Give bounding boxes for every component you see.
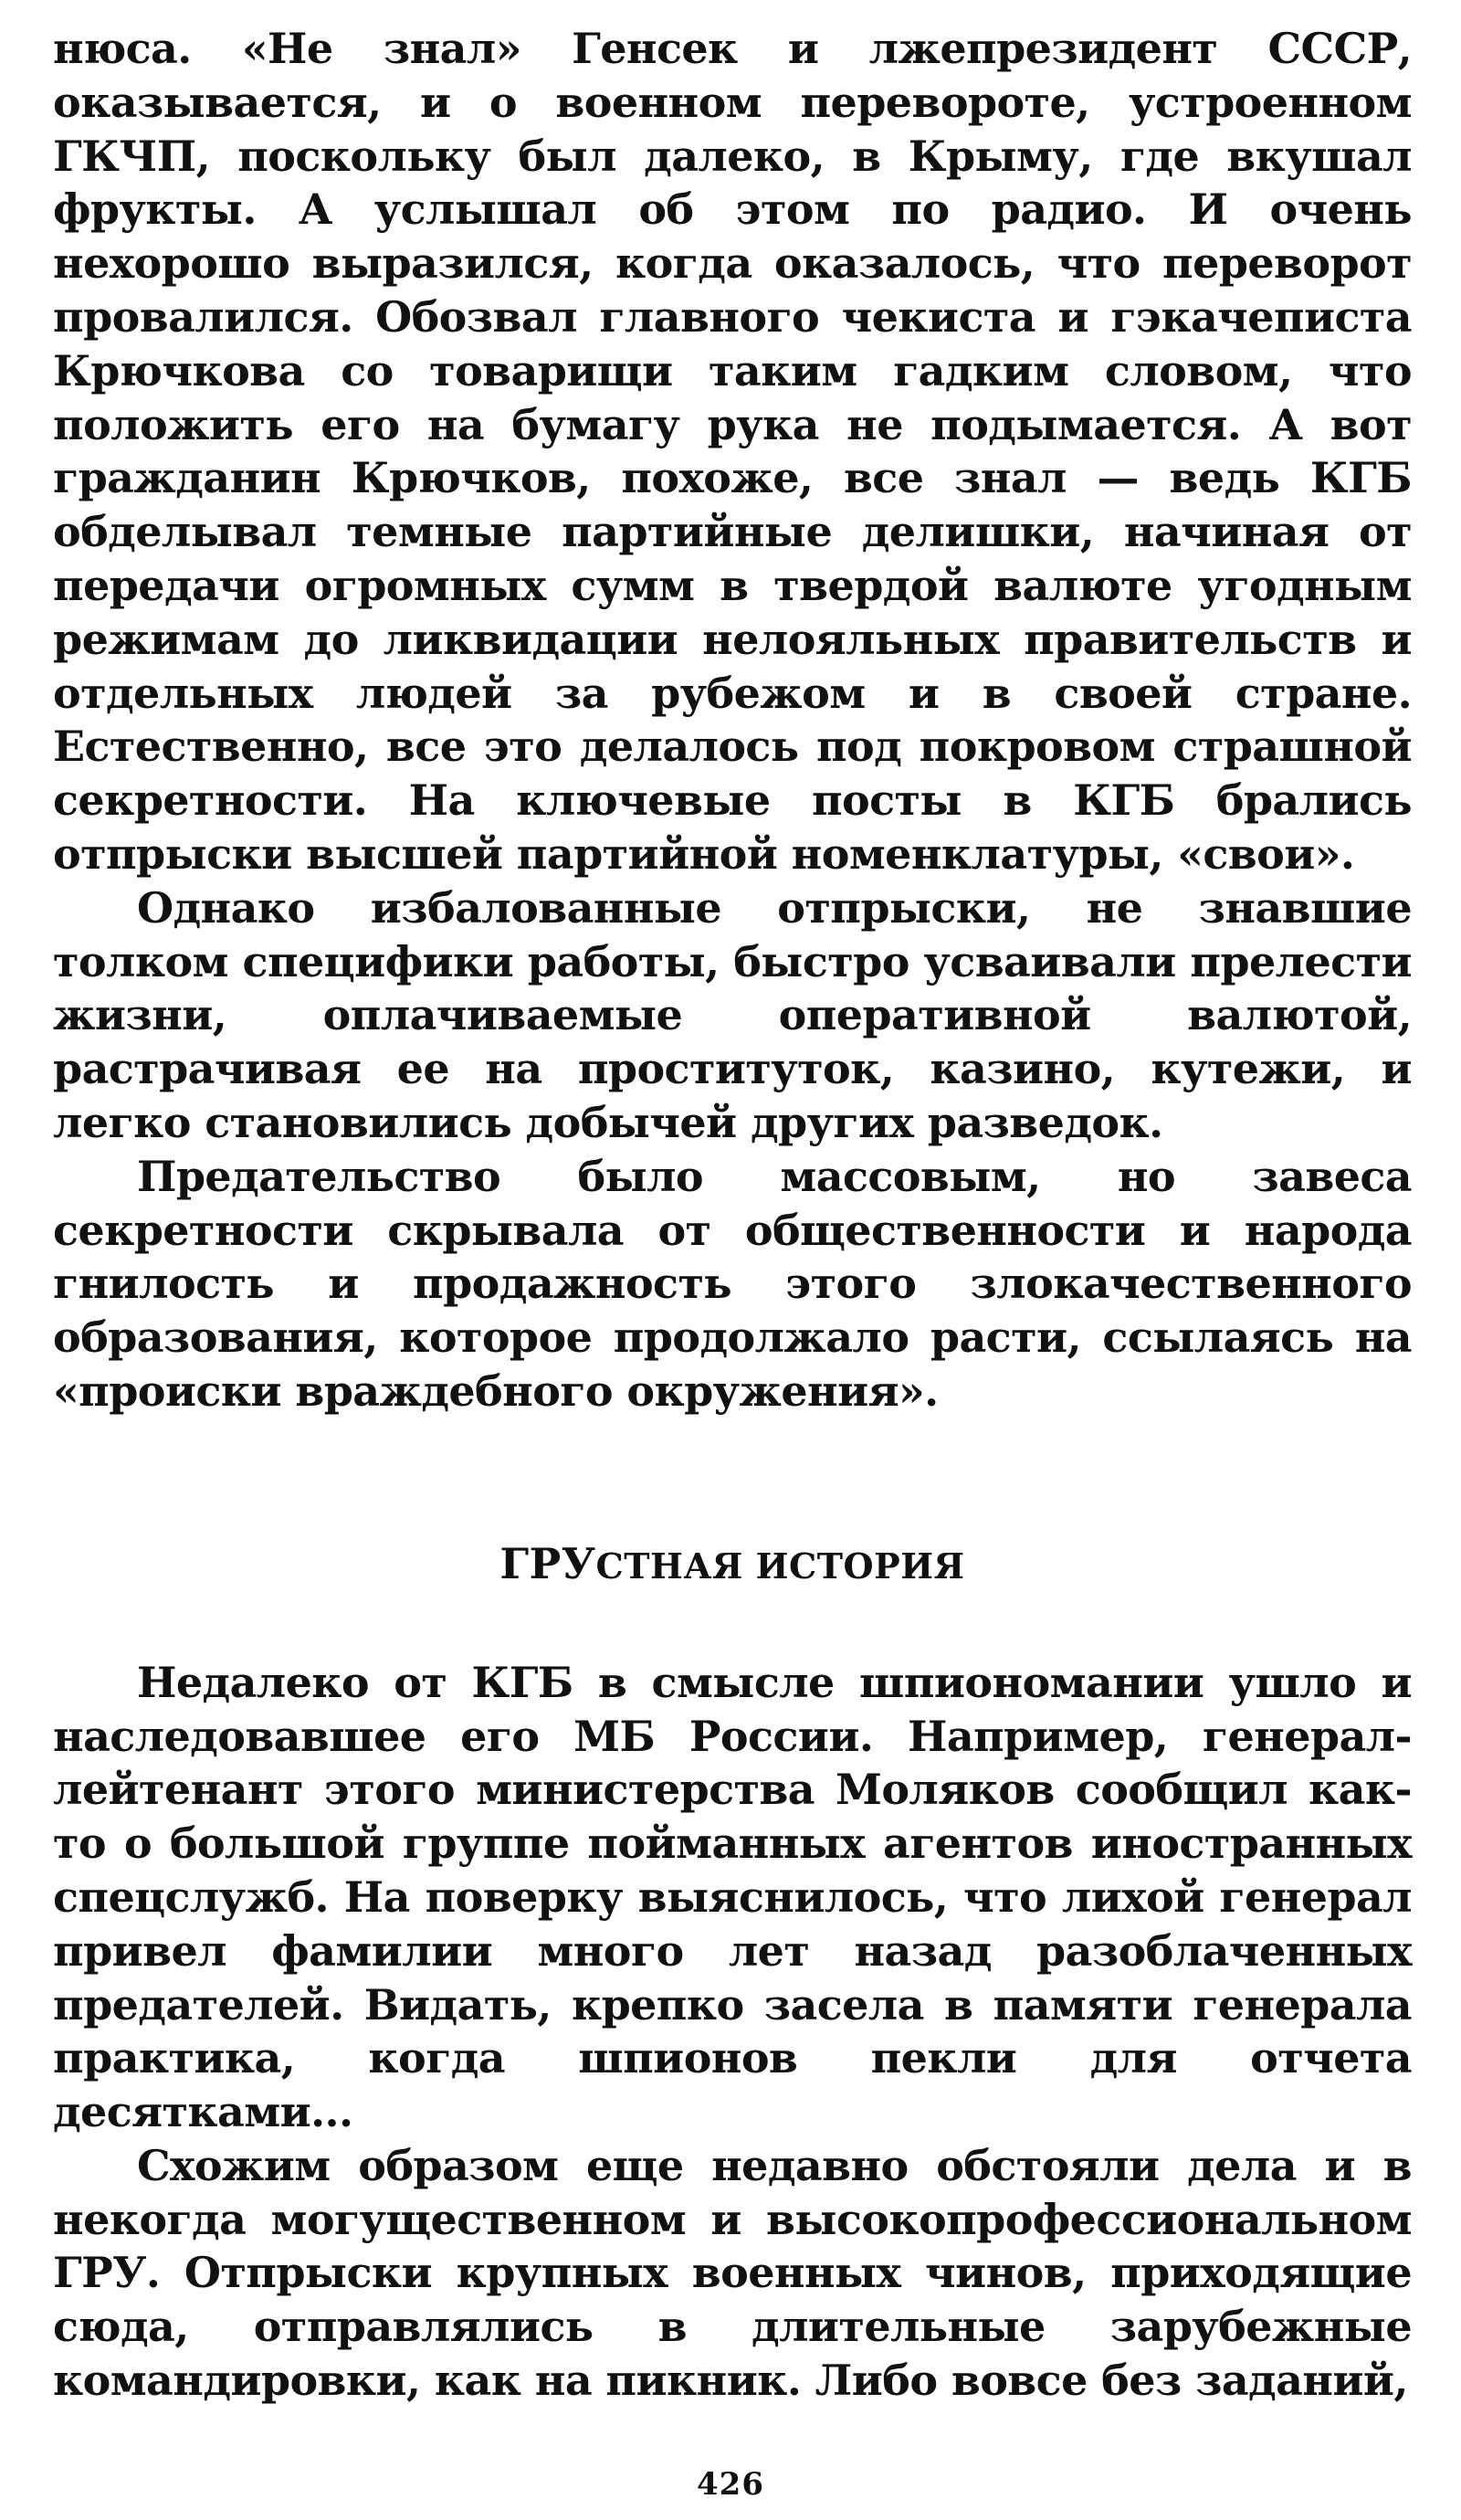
paragraph-5: Схожим образом еще недавно обстояли дела и в некогда могущественном и высокопрофессиональном ГРУ. Отпрыски крупных военных чинов, приходящие сюда, отправлялись в длительные зарубежные командировки, как на пикник. Либо вовсе без заданий, (53, 2140, 1412, 2406)
heading-spacer (53, 1619, 1412, 1656)
heading-rest: СТНАЯ ИСТОРИЯ (595, 1545, 965, 1587)
section-spacer (53, 1418, 1412, 1537)
heading-caps: ГРУ (499, 1538, 596, 1588)
book-page (53, 22, 1412, 2408)
section-heading (53, 1537, 1412, 1619)
paragraph-3: Предательство было массовым, но завеса секретности скрывала от общественности и народа гнилость и продажность этого злокачественного образования, которое продолжало расти, ссылаясь на «происки враждебного окружения». (53, 1151, 1412, 1416)
paragraph-4: Недалеко от КГБ в смысле шпиономании ушло и наследовавшее его МБ России. Например, генерал-лейтенант этого министерства Моляков сообщил как-то о большой группе пойманных агентов иностранных спецслужб. На поверку выяснилось, что лихой генерал привел фамилии много лет назад разоблаченных предателей. Видать, крепко засела в памяти генерала практика, когда шпионов пекли для отчета десятками... (53, 1657, 1412, 2137)
page-number: 426 (697, 2466, 764, 2503)
paragraph-1: нюса. «Не знал» Генсек и лжепрезидент СССР, оказывается, и о военном перевороте, устроенном ГКЧП, поскольку был далеко, в Крыму, где вкушал фрукты. А услышал об этом по радио. И очень нехорошо выразился, когда оказалось, что переворот провалился. Обозвал главного чекиста и гэкачеписта Крючкова со товарищи таким гадким словом, что положить его на бумагу рука не подымается. А вот гражданин Крючков, похоже, все знал — ведь КГБ обделывал темные партийные делишки, начиная от передачи огромных сумм в твердой валюте угодным режимам до ликвидации нелояльных правительств и отдельных людей за рубежом и в своей стране. Естественно, все это делалось под покровом страшной секретности. На ключевые посты в КГБ брались отпрыски высшей партийной номенклатуры, «свои». (53, 24, 1412, 879)
paragraph-2: Однако избалованные отпрыски, не знавшие толком специфики работы, быстро усваивали прелести жизни, оплачиваемые оперативной валютой, растрачивая ее на проституток, казино, кутежи, и легко становились добычей других разведок. (53, 882, 1412, 1147)
